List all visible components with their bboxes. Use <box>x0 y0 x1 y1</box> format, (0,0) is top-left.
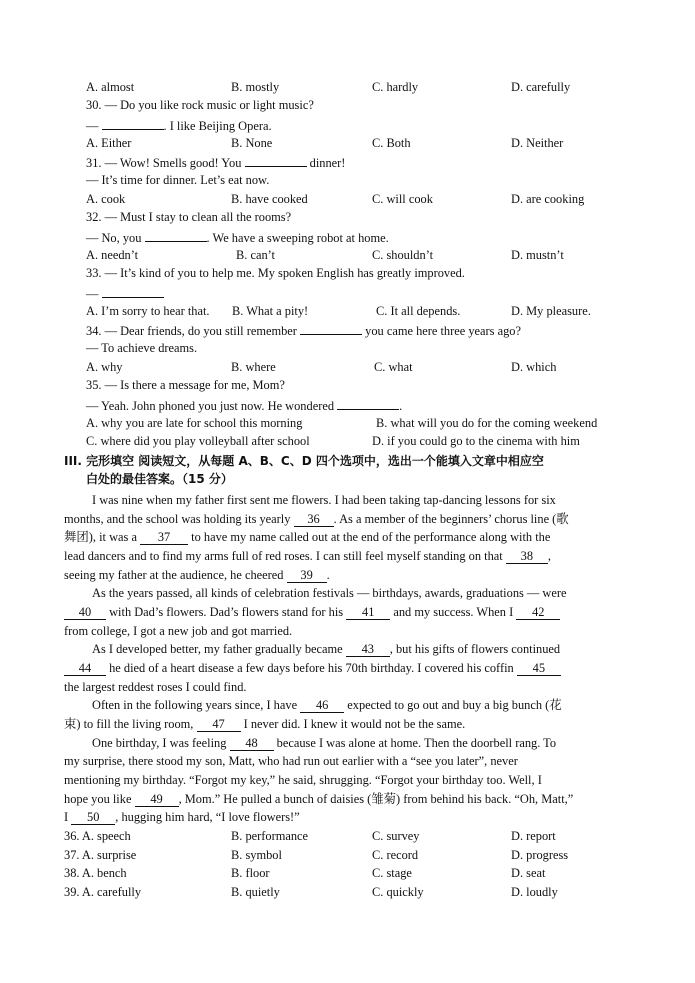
passage-text: I <box>64 810 69 824</box>
q39-option-a: 39. A. carefully <box>64 885 142 899</box>
q31-option-d: D. are cooking <box>511 192 585 206</box>
section-title: III. 完形填空 阅读短文，从每题 A、B、C、D 四个选项中，选出一个能填入文章中相应空 <box>64 454 544 468</box>
cloze-blank-37[interactable]: 37 <box>140 531 188 545</box>
q38-option-d: D. seat <box>511 866 546 880</box>
q39-option-b: B. quietly <box>231 885 280 899</box>
q36-option-c: C. survey <box>372 829 420 843</box>
passage-line <box>64 716 465 732</box>
passage-text: because I was alone at home. Then the doorbell rang. To <box>276 736 557 750</box>
passage-line <box>64 529 550 545</box>
q33-option-d: D. My pleasure. <box>511 304 591 318</box>
q35-option-c: C. where did you play volleyball after school <box>86 434 310 448</box>
q29-option-d: D. carefully <box>511 80 571 94</box>
cloze-blank-50[interactable]: 50 <box>71 811 115 825</box>
q37-option-b: B. symbol <box>231 848 282 862</box>
passage-text: months, and the school was holding its yearly <box>64 512 291 526</box>
passage-text: I never did. I knew it would not be the same. <box>243 717 466 731</box>
cloze-blank-43[interactable]: 43 <box>346 643 390 657</box>
passage-text: and my success. When I <box>393 605 514 619</box>
passage-text: lead dancers and to find my arms full of red roses. I can still feel myself standing on that <box>64 549 503 563</box>
q31-stem <box>86 153 345 171</box>
passage-text: One birthday, I was feeling <box>92 736 227 750</box>
cloze-blank-45[interactable]: 45 <box>517 662 561 676</box>
passage-line <box>64 567 330 583</box>
q33-reply: — <box>86 284 164 302</box>
passage-text: 束) to fill the living room, <box>64 717 194 731</box>
q38-option-b: B. floor <box>231 866 270 880</box>
q34-stem <box>86 321 521 339</box>
passage-line: mentioning my birthday. “Forgot my key,” he said, shrugging. “Forgot your birthday too. Well, I <box>64 773 542 787</box>
q38-option-c: C. stage <box>372 866 412 880</box>
q36-option-b: B. performance <box>231 829 309 843</box>
passage-text: hope you like <box>64 792 132 806</box>
q30-option-d: D. Neither <box>511 136 564 150</box>
q30-option-b: B. None <box>231 136 273 150</box>
q30-stem: 30. — Do you like rock music or light music? <box>86 98 314 112</box>
cloze-blank-38[interactable]: 38 <box>506 550 548 564</box>
q35-option-b: B. what will you do for the coming weekend <box>376 416 598 430</box>
passage-line <box>92 697 562 713</box>
q38-option-a: 38. A. bench <box>64 866 127 880</box>
q31-reply: — It’s time for dinner. Let’s eat now. <box>86 173 270 187</box>
cloze-blank-41[interactable]: 41 <box>346 606 390 620</box>
q33-option-a: A. I’m sorry to hear that. <box>86 304 210 318</box>
passage-line: from college, I got a new job and got married. <box>64 624 293 638</box>
passage-text: . <box>326 568 330 582</box>
q32-option-a: A. needn’t <box>86 248 139 262</box>
q32-stem: 32. — Must I stay to clean all the rooms? <box>86 210 292 224</box>
passage-text: Often in the following years since, I have <box>92 698 298 712</box>
q35-option-a: A. why you are late for school this morning <box>86 416 303 430</box>
passage-text: As I developed better, my father gradually became <box>92 642 343 656</box>
passage-text: , hugging him hard, “I love flowers!” <box>115 810 300 824</box>
q29-option-c: C. hardly <box>372 80 419 94</box>
passage-line <box>64 548 551 564</box>
q35-reply-post: . <box>399 399 403 413</box>
q36-option-d: D. report <box>511 829 556 843</box>
passage-text: , Mom.” He pulled a bunch of daisies (雏菊) from behind his back. “Oh, Matt,” <box>178 792 574 806</box>
q34-reply: — To achieve dreams. <box>86 341 198 355</box>
q39-option-d: D. loudly <box>511 885 558 899</box>
q34-stem-pre: 34. — Dear friends, do you still remember <box>86 324 297 338</box>
passage-line: the largest reddest roses I could find. <box>64 680 247 694</box>
q37-option-a: 37. A. surprise <box>64 848 137 862</box>
answer-blank[interactable] <box>245 153 307 167</box>
passage-text: . As a member of the beginners’ chorus line (歌 <box>333 512 569 526</box>
q31-option-a: A. cook <box>86 192 126 206</box>
q37-option-c: C. record <box>372 848 419 862</box>
q31-stem-post: dinner! <box>309 156 346 170</box>
q32-reply <box>86 228 389 246</box>
q29-option-a: A. almost <box>86 80 135 94</box>
q39-option-c: C. quickly <box>372 885 424 899</box>
cloze-blank-47[interactable]: 47 <box>197 718 241 732</box>
passage-line: I was nine when my father first sent me flowers. I had been taking tap-dancing lessons for six <box>92 493 556 507</box>
passage-text: seeing my father at the audience, he cheered <box>64 568 284 582</box>
q33-option-b: B. What a pity! <box>232 304 309 318</box>
q32-option-d: D. mustn’t <box>511 248 564 262</box>
passage-line: As the years passed, all kinds of celebration festivals — birthdays, awards, graduations — were <box>92 586 567 600</box>
cloze-blank-46[interactable]: 46 <box>300 699 344 713</box>
answer-blank[interactable] <box>102 116 164 130</box>
q34-stem-post: you came here three years ago? <box>365 324 521 338</box>
passage-text: he died of a heart disease a few days before his 70th birthday. I covered his coffin <box>109 661 514 675</box>
q36-option-a: 36. A. speech <box>64 829 131 843</box>
answer-blank[interactable] <box>300 321 362 335</box>
passage-text: with Dad’s flowers. Dad’s flowers stand for his <box>109 605 344 619</box>
passage-text: , <box>547 549 551 563</box>
q30-answer-line: — . I like Beijing Opera. <box>86 116 272 134</box>
passage-line <box>64 604 560 620</box>
cloze-blank-40[interactable]: 40 <box>64 606 106 620</box>
q33-option-c: C. It all depends. <box>376 304 461 318</box>
q34-option-b: B. where <box>231 360 276 374</box>
answer-blank[interactable] <box>337 396 399 410</box>
cloze-blank-39[interactable]: 39 <box>287 569 327 583</box>
q35-option-d: D. if you could go to the cinema with him <box>372 434 580 448</box>
passage-text: , but his gifts of flowers continued <box>389 642 561 656</box>
q30-option-c: C. Both <box>372 136 411 150</box>
passage-line <box>64 791 573 807</box>
cloze-blank-48[interactable]: 48 <box>230 737 274 751</box>
q30-option-a: A. Either <box>86 136 132 150</box>
passage-line <box>64 809 300 825</box>
q34-option-a: A. why <box>86 360 123 374</box>
passage-line <box>92 641 560 657</box>
cloze-blank-44[interactable]: 44 <box>64 662 106 676</box>
cloze-blank-42[interactable]: 42 <box>516 606 560 620</box>
q34-option-c: C. what <box>374 360 413 374</box>
q32-option-b: B. can’t <box>236 248 275 262</box>
section-title-cont: 白处的最佳答案。（15 分） <box>86 472 233 486</box>
q31-stem-pre: 31. — Wow! Smells good! You <box>86 156 242 170</box>
q32-reply-post: . We have a sweeping robot at home. <box>206 231 389 245</box>
q32-option-c: C. shouldn’t <box>372 248 434 262</box>
q29-option-b: B. mostly <box>231 80 280 94</box>
passage-text: to have my name called out at the end of the performance along with the <box>191 530 551 544</box>
answer-blank[interactable] <box>145 228 207 242</box>
answer-blank[interactable] <box>102 284 164 298</box>
q31-option-c: C. will cook <box>372 192 433 206</box>
q30-answer-suffix: . I like Beijing Opera. <box>163 119 272 133</box>
passage-line <box>64 660 561 676</box>
passage-text: expected to go out and buy a big bunch (花 <box>347 698 562 712</box>
q35-reply <box>86 396 402 414</box>
q35-reply-pre: — Yeah. John phoned you just now. He wondered <box>86 399 335 413</box>
cloze-blank-36[interactable]: 36 <box>294 513 334 527</box>
passage-line: my surprise, there stood my son, Matt, who had run out earlier with a “see you later”, never <box>64 754 518 768</box>
q33-stem: 33. — It’s kind of you to help me. My spoken English has greatly improved. <box>86 266 465 280</box>
cloze-blank-49[interactable]: 49 <box>135 793 179 807</box>
q35-stem: 35. — Is there a message for me, Mom? <box>86 378 285 392</box>
q37-option-d: D. progress <box>511 848 569 862</box>
passage-text: 舞团), it was a <box>64 530 137 544</box>
passage-line <box>64 511 569 527</box>
q32-reply-pre: — No, you <box>86 231 142 245</box>
passage-line <box>92 735 556 751</box>
q31-option-b: B. have cooked <box>231 192 308 206</box>
q34-option-d: D. which <box>511 360 557 374</box>
